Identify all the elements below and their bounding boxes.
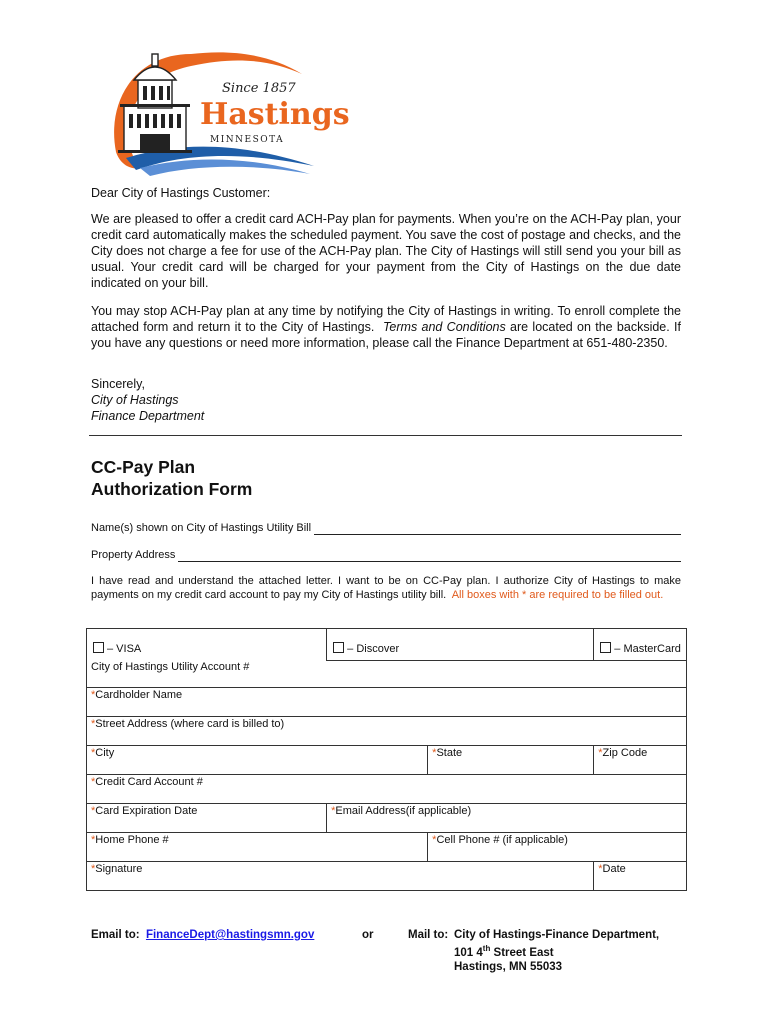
utility-account-field[interactable]: [87, 661, 687, 688]
state-field[interactable]: [428, 746, 594, 775]
signature-field[interactable]: [87, 862, 594, 891]
cardholder-label: Cardholder Name: [95, 689, 183, 701]
mail-line-3: Hastings, MN 55033: [454, 960, 563, 973]
utility-account-label: City of Hastings Utility Account #: [91, 661, 250, 673]
form-title-line-2: Authorization Form: [91, 479, 253, 499]
zip-label: Zip Code: [602, 747, 648, 759]
logo-since: Since 1857: [222, 81, 296, 96]
email-address-field[interactable]: [327, 804, 687, 833]
zip-field[interactable]: [594, 746, 687, 775]
visa-cell[interactable]: [87, 629, 327, 661]
mail-line-2-street: Street East: [490, 946, 554, 959]
or-separator: or: [362, 929, 374, 941]
finance-email-link[interactable]: FinanceDept@hastingsmn.gov: [145, 929, 315, 941]
signature-label: Signature: [95, 863, 143, 875]
cell-phone-field[interactable]: [428, 833, 687, 862]
credit-card-account-field[interactable]: [87, 775, 687, 804]
letter-closing: [91, 376, 681, 424]
signer-department: Finance Department: [91, 409, 205, 423]
logo-state: MINNESOTA: [210, 135, 285, 145]
expiration-label: Card Expiration Date: [95, 805, 198, 817]
agreement-statement: I have read and understand the attached letter. I want to be on CC-Pay plan. I authorize City of Hastings to make payments on my credit card account to pay my City of Hastings utility bill.: [91, 575, 681, 601]
required-asterisk: *: [91, 776, 96, 788]
cardholder-field[interactable]: [87, 688, 687, 717]
form-title: [91, 456, 252, 500]
home-phone-field[interactable]: [87, 833, 428, 862]
mailing-address: [454, 928, 659, 974]
street-address-field[interactable]: [87, 717, 687, 746]
email-instructions: [91, 928, 314, 942]
required-asterisk: *: [91, 689, 96, 701]
email-to-label: Email to:: [91, 929, 140, 941]
mastercard-checkbox[interactable]: [600, 642, 611, 653]
p2-part-a: You may stop ACH-Pay plan at any time by notifying the City of Hastings in writing. To enroll complete the attached form and return it to the City of Hastings.: [91, 304, 681, 334]
required-note: All boxes with * are required to be filled out.: [451, 589, 664, 601]
visa-checkbox[interactable]: [93, 642, 104, 653]
signer-city: City of Hastings: [91, 393, 179, 407]
hastings-logo: [96, 40, 350, 178]
property-address-label: Property Address: [91, 549, 176, 561]
required-asterisk: *: [91, 805, 96, 817]
required-asterisk: *: [91, 863, 96, 875]
names-label: Name(s) shown on City of Hastings Utility Bill: [91, 522, 312, 534]
mastercard-label: – MasterCard: [614, 643, 681, 655]
closing-line: Sincerely,: [91, 377, 145, 391]
visa-label: – VISA: [107, 643, 142, 655]
city-label: City: [95, 747, 115, 759]
logo-name: Hastings: [200, 97, 350, 132]
mail-line-2-number: 101 4: [454, 946, 483, 959]
required-asterisk: *: [331, 805, 336, 817]
mail-line-2-sup: th: [482, 944, 491, 953]
required-asterisk: *: [91, 834, 96, 846]
letter-paragraph-2: [91, 303, 681, 351]
section-divider: [89, 435, 682, 436]
required-asterisk: *: [432, 747, 437, 759]
email-address-label: Email Address(if applicable): [335, 805, 472, 817]
letter-paragraph-1: We are pleased to offer a credit card ACH-Pay plan for payments. When you’re on the ACH-Pay plan, your credit card automatically makes the scheduled payment. You save the cost of postage and checks, and the City does not charge a fee for use of the ACH-Pay plan. The City of Hastings will still send you your bill as usual. Your credit card will be charged for your payment from the City of Hastings on the due date indicated on your bill.: [91, 212, 681, 290]
street-address-label: Street Address (where card is billed to): [95, 718, 285, 730]
required-asterisk: *: [432, 834, 437, 846]
credit-card-form-table: [86, 628, 687, 891]
names-line[interactable]: [314, 523, 681, 535]
cell-phone-label: Cell Phone # (if applicable): [436, 834, 568, 846]
required-asterisk: *: [91, 747, 96, 759]
mail-line-2: [454, 942, 659, 960]
p2-part-b: are located on the backside. If you have any questions or need more information, please call the Finance Department at 651-480-2350.: [91, 320, 681, 350]
agreement-text: [91, 574, 681, 602]
property-address-line[interactable]: [178, 550, 681, 562]
state-label: State: [436, 747, 463, 759]
letter-greeting: Dear City of Hastings Customer:: [91, 186, 271, 200]
terms-link-text: Terms and Conditions: [382, 320, 506, 334]
discover-label: – Discover: [347, 643, 400, 655]
discover-checkbox[interactable]: [333, 642, 344, 653]
required-asterisk: *: [598, 747, 603, 759]
home-phone-label: Home Phone #: [95, 834, 169, 846]
form-title-line-1: CC-Pay Plan: [91, 457, 196, 477]
required-asterisk: *: [91, 718, 96, 730]
mail-to-label: Mail to:: [408, 929, 449, 941]
property-address-field[interactable]: [91, 548, 681, 562]
discover-cell[interactable]: [327, 629, 594, 661]
date-label: Date: [602, 863, 626, 875]
mail-line-1: City of Hastings-Finance Department,: [454, 929, 660, 941]
city-field[interactable]: [87, 746, 428, 775]
date-field[interactable]: [594, 862, 687, 891]
credit-card-account-label: Credit Card Account #: [95, 776, 203, 788]
required-asterisk: *: [598, 863, 603, 875]
mastercard-cell[interactable]: [594, 629, 687, 661]
expiration-field[interactable]: [87, 804, 327, 833]
names-field[interactable]: [91, 521, 681, 535]
